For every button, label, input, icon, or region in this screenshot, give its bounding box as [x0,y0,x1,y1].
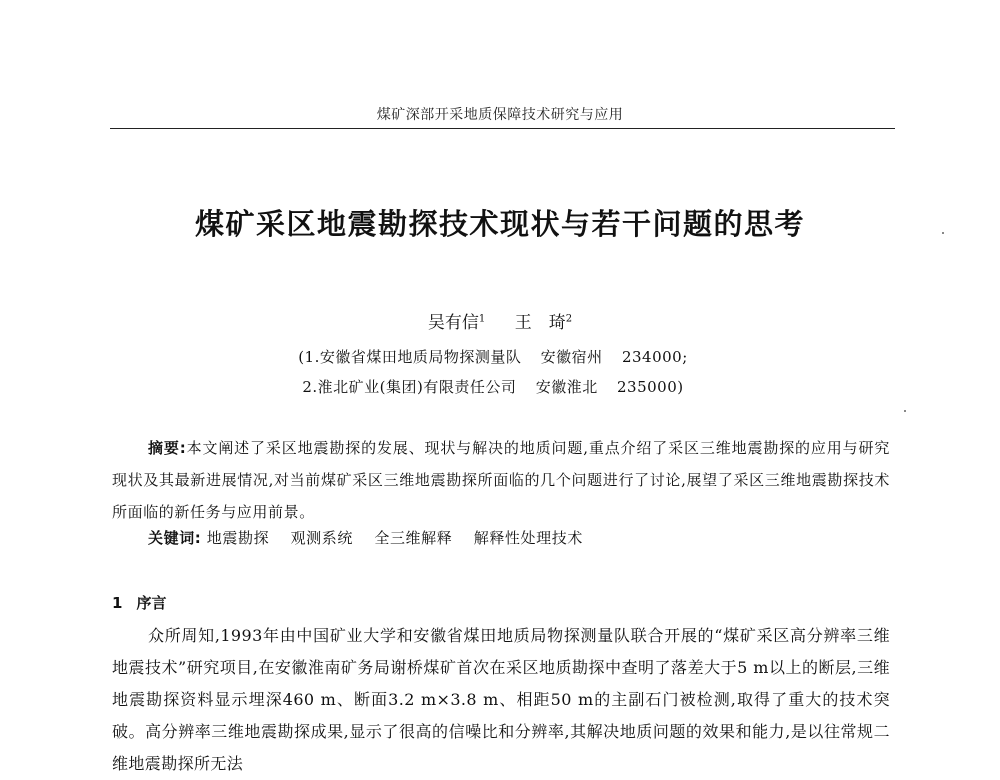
affiliation-postcode: 235000) [616,378,684,396]
paper-title: 煤矿采区地震勘探技术现状与若干问题的思考 [194,207,805,241]
keywords [148,527,599,548]
affiliation-org: (1.安徽省煤田地质局物探测量队 [298,348,522,366]
affiliation [0,346,1000,367]
running-head: 煤矿深部开采地质保障技术研究与应用 [376,107,624,123]
keyword: 观测系统 [290,529,353,547]
author-name: 吴有信 [427,313,479,333]
author [515,313,572,333]
author [428,313,485,333]
keyword: 地震勘探 [206,529,270,547]
author-list [0,308,1000,333]
section-number: 1 [112,594,123,612]
affiliation-org: 2.淮北矿业(集团)有限责任公司 [302,378,517,396]
section-title: 序言 [136,594,167,612]
abstract-label: 摘要: [148,439,187,457]
header-rule [110,128,895,129]
affiliation-place: 安徽淮北 [535,378,598,396]
affiliation-postcode: 234000; [621,348,688,366]
author-affiliation-mark: 1 [478,313,486,325]
affiliation-place: 安徽宿州 [540,348,603,366]
scan-speck [942,232,944,234]
affiliation [0,376,1000,397]
author-name: 王 琦 [514,313,566,333]
keyword: 全三维解释 [374,529,453,547]
scan-speck [904,410,906,412]
body-paragraph: 众所周知,1993年由中国矿业大学和安徽省煤田地质局物探测量队联合开展的“煤矿采区高分辨率三维地震技术”研究项目,在安徽淮南矿务局谢桥煤矿首次在采区地质勘探中查明了落差大于5 m以上的断层,三维地震勘探资料显示埋深460 m、断面3.2 m×3.8 m、相距50 m的主副石门被检测,取得了重大的技术突破。高分辨率三维地震勘探成果,显示了很高的信噪比和分辨率,其解决地质问题的效果和能力,是以往常规二维地震勘探所无法 [112,626,890,773]
author-affiliation-mark: 2 [565,313,573,325]
keywords-label: 关键词: [148,529,202,547]
keyword: 解释性处理技术 [473,529,583,547]
abstract [112,432,890,528]
section-heading [112,592,166,613]
abstract-text: 本文阐述了采区地震勘探的发展、现状与解决的地质问题,重点介绍了采区三维地震勘探的应用与研究现状及其最新进展情况,对当前煤矿采区三维地震勘探所面临的几个问题进行了讨论,展望了采区三维地震勘探技术所面临的新任务与应用前景。 [112,439,890,521]
